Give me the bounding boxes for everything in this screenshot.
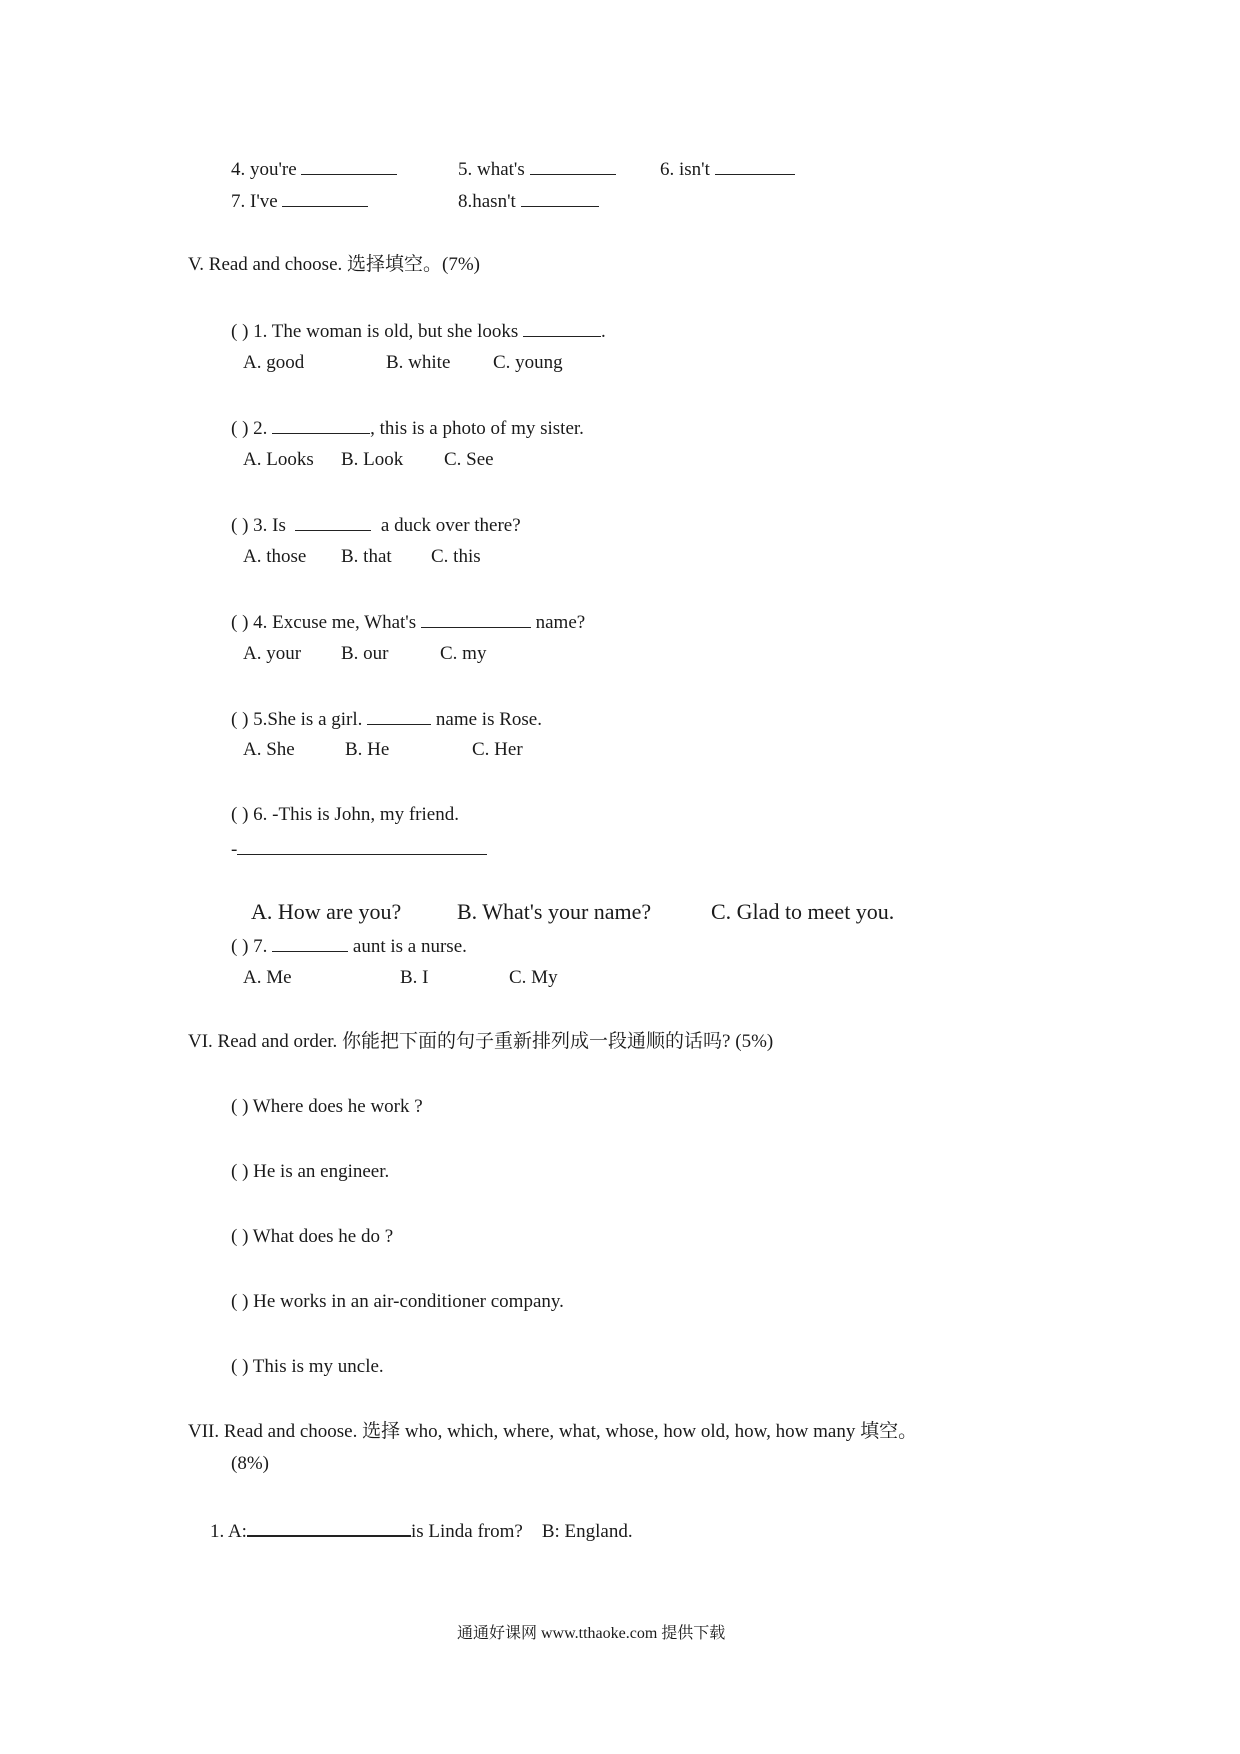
contraction-7: 7. I've [231,190,368,211]
contraction-8: 8.hasn't [458,190,599,211]
question-7: ( ) 7. aunt is a nurse. [231,936,467,957]
contraction-6: 6. isn't [660,158,795,179]
answer-blank[interactable] [282,190,368,207]
q7-option-b[interactable]: B. I [400,967,429,988]
q2-option-b[interactable]: B. Look [341,449,404,470]
q4-option-c[interactable]: C. my [440,643,487,664]
question-3: ( ) 3. Is a duck over there? [231,515,521,536]
question-4: ( ) 4. Excuse me, What's name? [231,612,586,633]
answer-blank[interactable] [237,838,487,855]
answer-blank[interactable] [295,514,371,531]
section-v-heading: V. Read and choose. 选择填空。(7%) [188,254,480,275]
q7-option-c[interactable]: C. My [509,967,558,988]
question-6-response: - [231,838,487,859]
answer-blank[interactable] [421,611,531,628]
q3-option-b[interactable]: B. that [341,546,392,567]
q1-option-a[interactable]: A. good [243,352,305,373]
answer-blank[interactable] [272,935,348,952]
q5-option-c[interactable]: C. Her [472,739,523,760]
q6-option-a[interactable]: A. How are you? [251,899,402,924]
answer-blank[interactable] [247,1519,411,1537]
answer-blank[interactable] [523,320,601,337]
order-item: ( ) What does he do ? [231,1226,394,1247]
order-item: ( ) He is an engineer. [231,1161,390,1182]
q5-option-b[interactable]: B. He [345,739,390,760]
answer-blank[interactable] [301,158,397,175]
contraction-5: 5. what's [458,158,616,179]
q2-option-a[interactable]: A. Looks [243,449,314,470]
answer-blank[interactable] [715,158,795,175]
question-6: ( ) 6. -This is John, my friend. [231,804,459,825]
question-2: ( ) 2. , this is a photo of my sister. [231,418,584,439]
q3-option-c[interactable]: C. this [431,546,481,567]
q1-option-b[interactable]: B. white [386,352,451,373]
q4-option-b[interactable]: B. our [341,643,389,664]
answer-blank[interactable] [521,190,599,207]
q7-option-a[interactable]: A. Me [243,967,292,988]
q6-option-c[interactable]: C. Glad to meet you. [711,899,895,924]
order-item: ( ) Where does he work ? [231,1096,423,1117]
footer-text: 通通好课网 www.tthaoke.com 提供下载 [457,1625,726,1642]
answer-blank[interactable] [530,158,616,175]
order-item: ( ) He works in an air-conditioner company. [231,1291,564,1312]
section-vii-heading: VII. Read and choose. 选择 who, which, where, what, whose, how old, how, how many 填空。 [188,1421,918,1442]
section-vii-percent: (8%) [231,1453,269,1474]
q3-option-a[interactable]: A. those [243,546,307,567]
q1-option-c[interactable]: C. young [493,352,563,373]
section-vi-heading: VI. Read and order. 你能把下面的句子重新排列成一段通顺的话吗? (5%) [188,1031,774,1052]
answer-blank[interactable] [367,708,431,725]
q2-option-c[interactable]: C. See [444,449,494,470]
section-vii-question-1: 1. A: is Linda from? B: England. [210,1521,633,1542]
contraction-4: 4. you're [231,158,397,179]
q5-option-a[interactable]: A. She [243,739,295,760]
q4-option-a[interactable]: A. your [243,643,302,664]
q6-option-b[interactable]: B. What's your name? [457,899,652,924]
question-5: ( ) 5.She is a girl. name is Rose. [231,709,542,730]
order-item: ( ) This is my uncle. [231,1356,384,1377]
answer-blank[interactable] [272,417,370,434]
question-1: ( ) 1. The woman is old, but she looks . [231,321,606,342]
